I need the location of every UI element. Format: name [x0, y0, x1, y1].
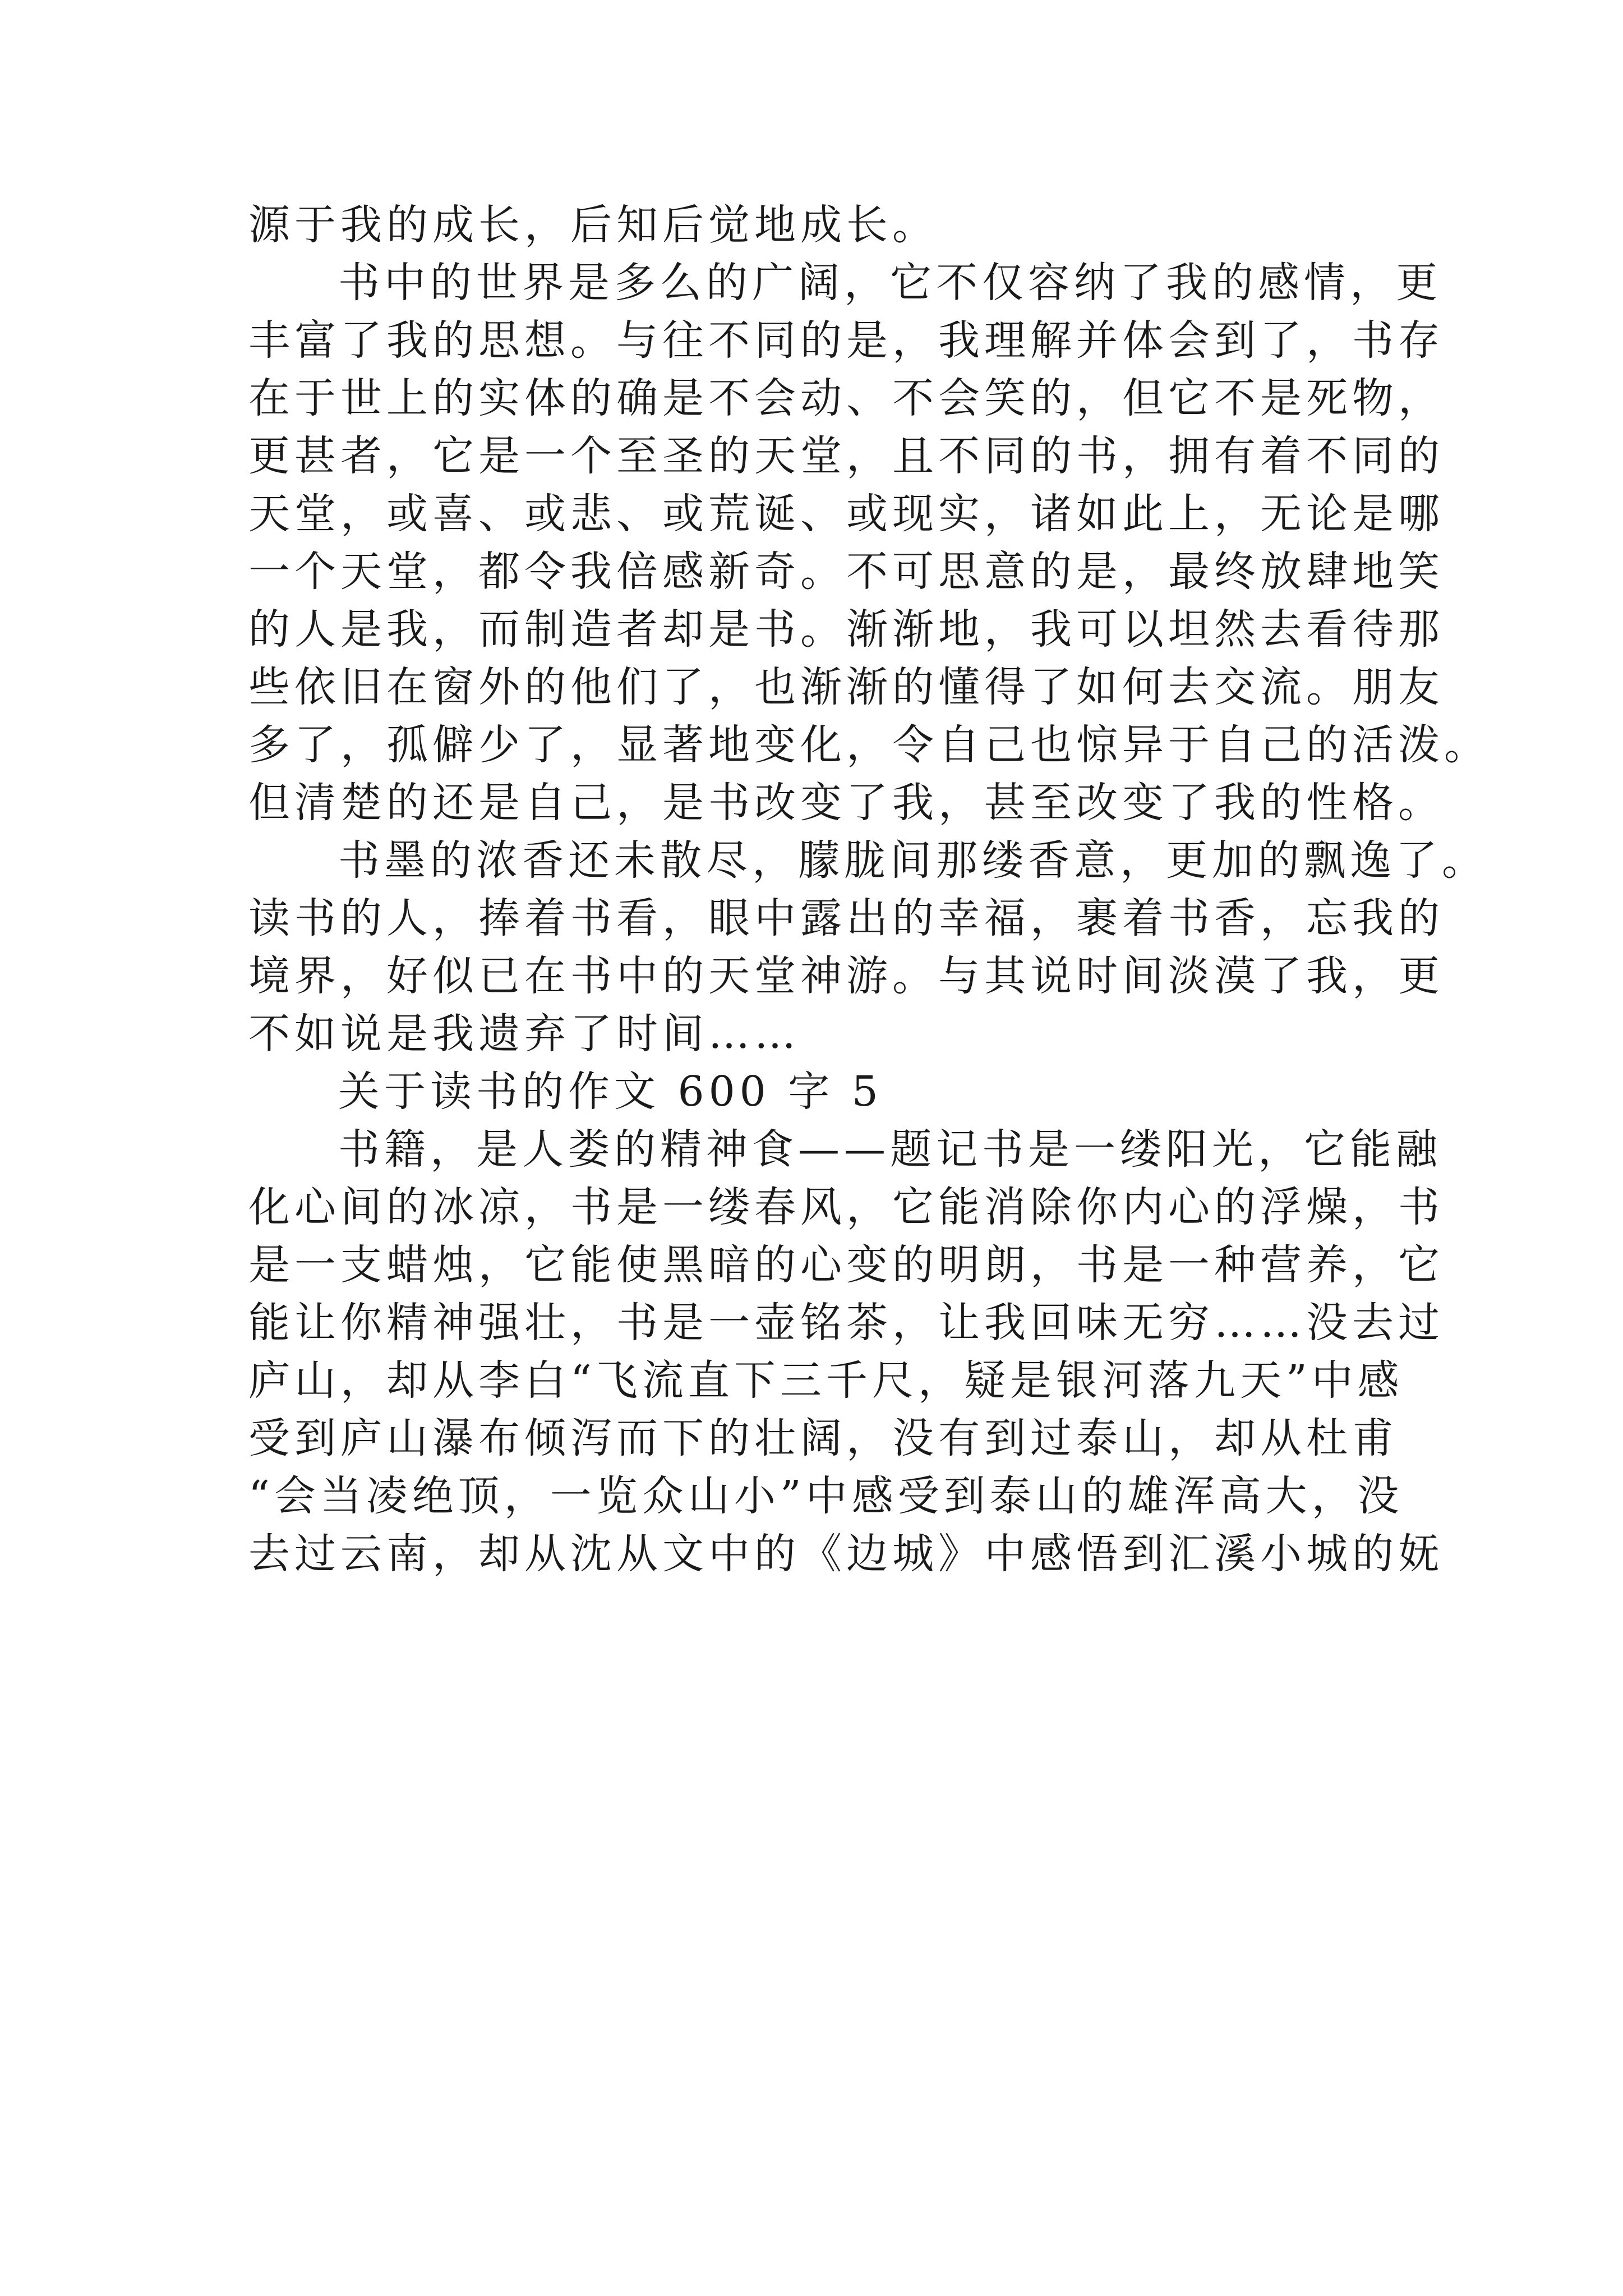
text-line: 丰富了我的思想。与往不同的是，我理解并体会到了，书存 — [248, 316, 1444, 365]
text-line: 多了，孤僻少了，显著地变化，令自己也惊异于自己的活泼。 — [248, 721, 1490, 769]
section-heading: 关于读书的作文 600 字 5 — [338, 1068, 883, 1116]
text-line: 的人是我，而制造者却是书。渐渐地，我可以坦然去看待那 — [248, 605, 1444, 654]
text-line: 天堂，或喜、或悲、或荒诞、或现实，诸如此上，无论是哪 — [248, 490, 1444, 538]
body-text — [248, 196, 1490, 1583]
text-line: 化心间的冰凉，书是一缕春风，它能消除你内心的浮燥，书 — [248, 1183, 1444, 1231]
text-line: 是一支蜡烛，它能使黑暗的心变的明朗，书是一种营养，它 — [248, 1241, 1444, 1289]
text-line: 境界，好似已在书中的天堂神游。与其说时间淡漠了我，更 — [248, 952, 1444, 1000]
text-line: 在于世上的实体的确是不会动、不会笑的，但它不是死物， — [248, 374, 1444, 422]
text-line: 些依旧在窗外的他们了，也渐渐的懂得了如何去交流。朋友 — [248, 663, 1444, 711]
text-line: 去过云南，却从沈从文中的《边城》中感悟到汇溪小城的妩 — [248, 1530, 1444, 1578]
text-line: 不如说是我遗弃了时间…… — [248, 1010, 800, 1058]
text-line: 读书的人，捧着书看，眼中露出的幸福，裹着书香，忘我的 — [248, 894, 1444, 942]
text-line: 书籍，是人娄的精神食——题记书是一缕阳光，它能融 — [338, 1125, 1442, 1174]
text-line: 庐山，却从李白“飞流直下三千尺，疑是银河落九天”中感 — [248, 1356, 1404, 1405]
text-line: 书中的世界是多么的广阔，它不仅容纳了我的感情，更 — [338, 259, 1442, 307]
text-line: 源于我的成长，后知后觉地成长。 — [248, 201, 938, 249]
text-line: 受到庐山瀑布倾泻而下的壮阔，没有到过泰山，却从杜甫 — [248, 1414, 1398, 1462]
text-line: “会当凌绝顶，一览众山小”中感受到泰山的雄浑高大，没 — [248, 1472, 1404, 1520]
text-line: 书墨的浓香还未散尽，朦胧间那缕香意，更加的飘逸了。 — [338, 836, 1488, 885]
text-line: 能让你精神强壮，书是一壶铭茶，让我回味无穷……没去过 — [248, 1299, 1444, 1347]
text-line: 一个天堂，都令我倍感新奇。不可思意的是，最终放肆地笑 — [248, 547, 1444, 596]
text-line: 但清楚的还是自己，是书改变了我，甚至改变了我的性格。 — [248, 779, 1444, 827]
text-line: 更甚者，它是一个至圣的天堂，且不同的书，拥有着不同的 — [248, 432, 1444, 480]
